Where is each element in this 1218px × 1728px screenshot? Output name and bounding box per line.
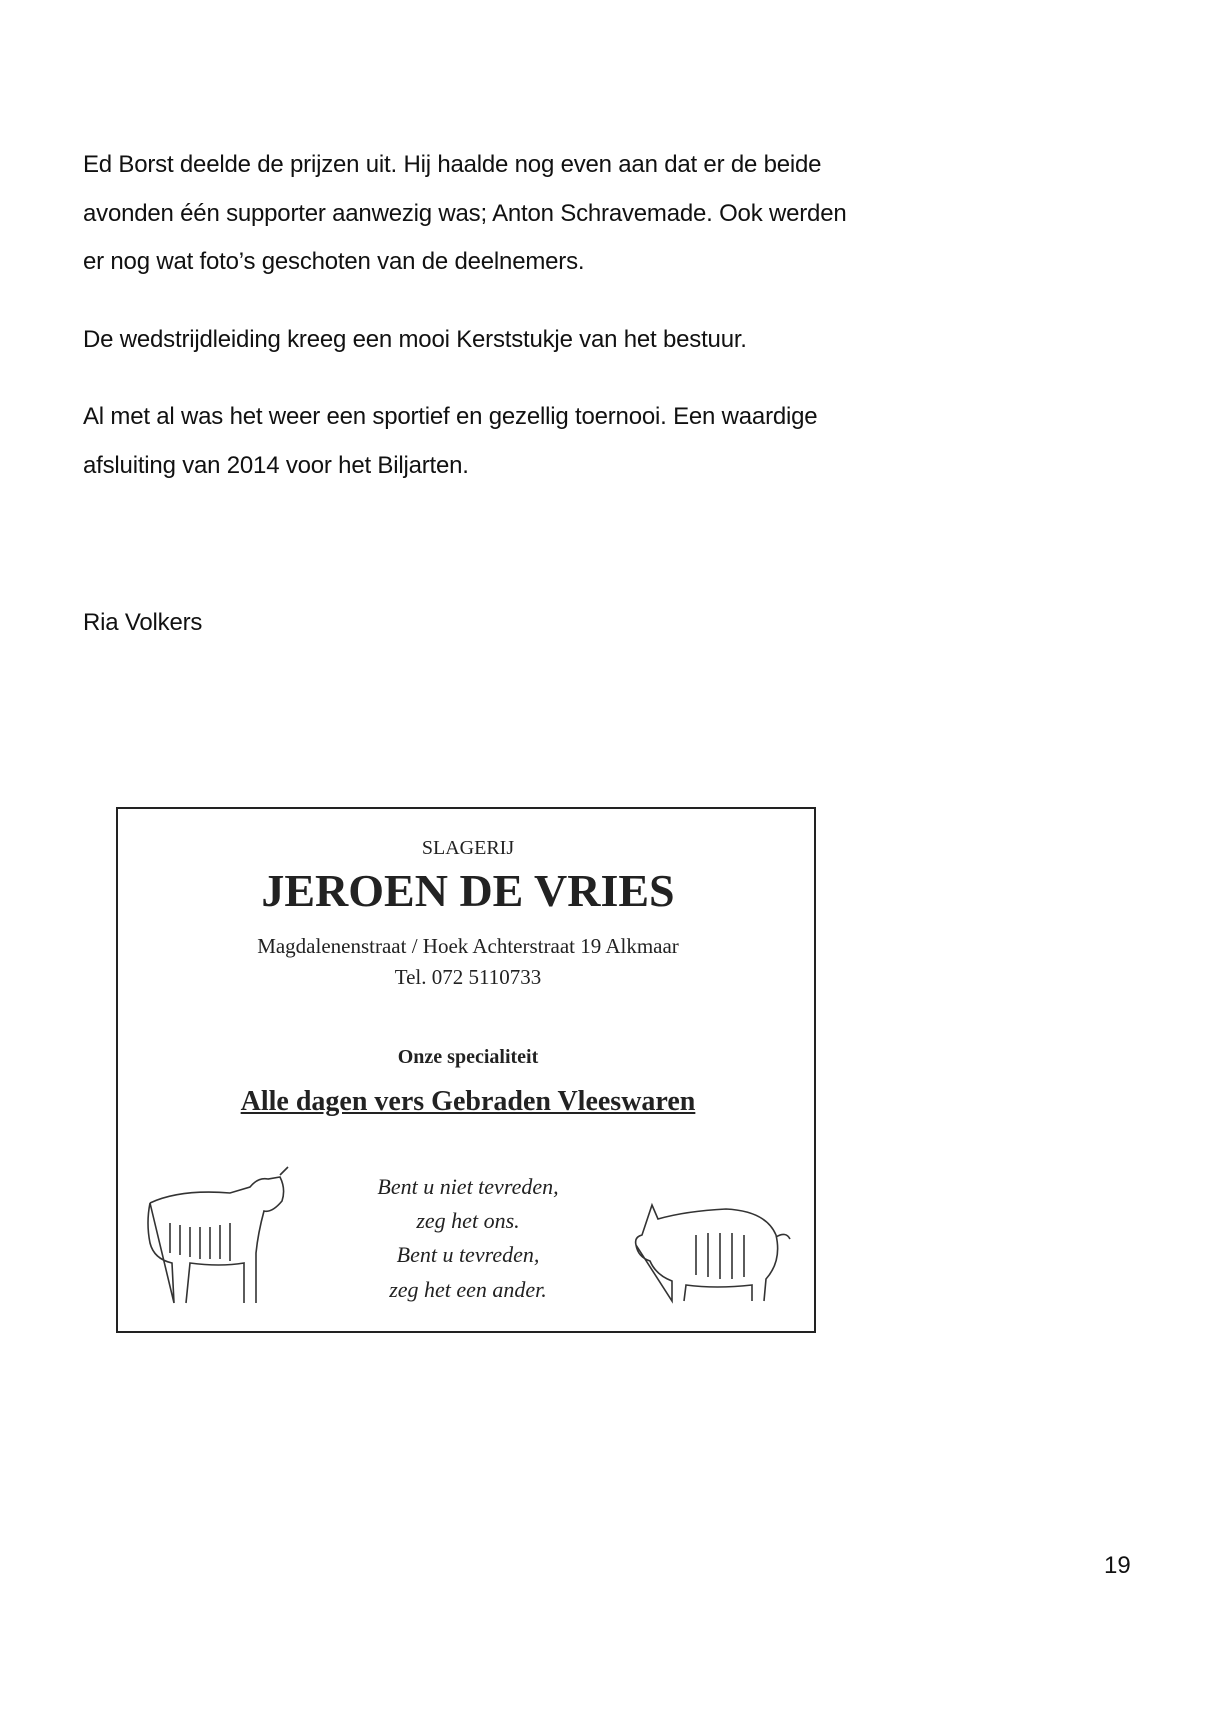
paragraph-2: [83, 316, 747, 365]
text-line: er nog wat foto’s geschoten van de deelnemers.: [83, 248, 585, 275]
ad-shop-name: JEROEN DE VRIES: [261, 865, 675, 916]
butcher-advertisement: [116, 807, 816, 1333]
ad-kicker: SLAGERIJ: [421, 837, 515, 859]
text-line: Ed Borst deelde de prijzen uit. Hij haalde nog even aan dat er de beide: [83, 151, 822, 178]
paragraph-3: [83, 393, 817, 490]
ad-slogan-line: Bent u niet tevreden,: [377, 1174, 559, 1199]
text-line: afsluiting van 2014 voor het Biljarten.: [83, 451, 469, 479]
signature: Ria Volkers: [83, 609, 203, 636]
ad-specialty: Alle dagen vers Gebraden Vleeswaren: [240, 1086, 696, 1117]
text-line: De wedstrijdleiding kreeg een mooi Kerststukje van het bestuur.: [83, 326, 747, 353]
ad-specialty-label: Onze specialiteit: [397, 1046, 539, 1068]
paragraph-1: [83, 141, 847, 287]
text-line: Al met al was het weer een sportief en gezellig toernooi. Een waardige: [83, 403, 818, 430]
sheep-illustration: [140, 1163, 305, 1313]
ad-slogan-line: Bent u tevreden,: [396, 1242, 540, 1267]
page-number: 19: [1104, 1552, 1131, 1579]
ad-address: Magdalenenstraat / Hoek Achterstraat 19 Alkmaar: [257, 934, 679, 958]
text-line: avonden één supporter aanwezig was; Anton Schravemade. Ook werden: [83, 199, 847, 227]
ad-slogan-line: zeg het ons.: [416, 1208, 520, 1233]
ad-slogan-line: zeg het een ander.: [389, 1277, 547, 1302]
pig-illustration: [626, 1195, 801, 1310]
ad-phone: Tel. 072 5110733: [394, 965, 542, 989]
